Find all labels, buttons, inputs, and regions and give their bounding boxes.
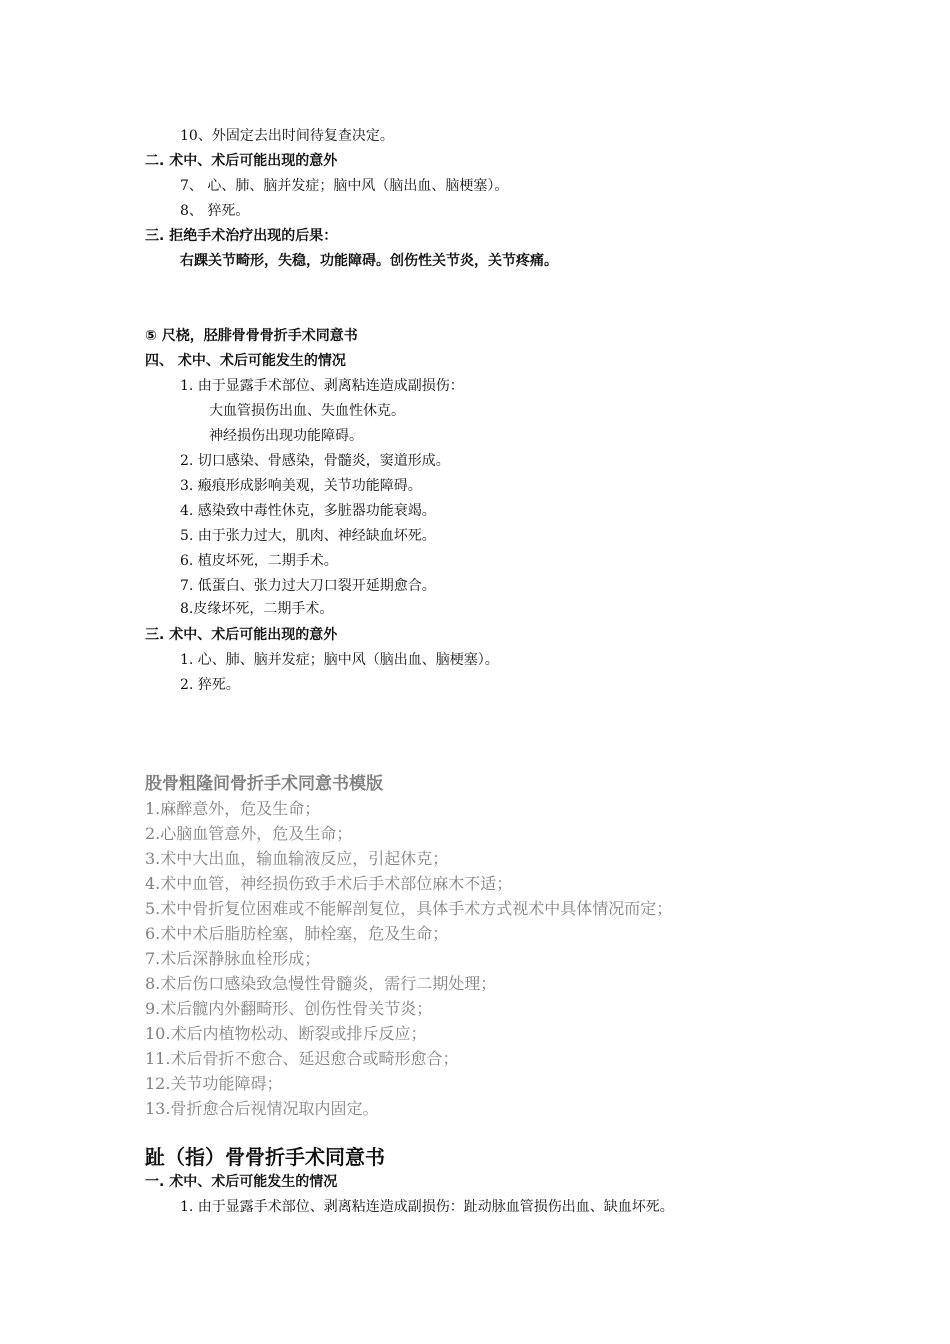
list-item: 1.麻醉意外，危及生命； — [145, 799, 321, 818]
refusal-consequence: 右踝关节畸形，失稳，功能障碍。创伤性关节炎，关节疼痛。 — [180, 253, 558, 269]
item-7: 7、 心、肺、脑并发症；脑中风（脑出血、脑梗塞）。 — [180, 178, 509, 194]
list-item: 1. 由于显露手术部位、剥离粘连造成副损伤：趾动脉血管损伤出血、缺血坏死。 — [180, 1199, 674, 1215]
list-item: 4. 感染致中毒性休克，多脏器功能衰竭。 — [180, 503, 436, 519]
list-item: 2. 猝死。 — [180, 677, 240, 693]
list-item: 7. 低蛋白、张力过大刀口裂开延期愈合。 — [180, 578, 436, 594]
list-item: 1. 心、肺、脑并发症；脑中风（脑出血、脑梗塞）。 — [180, 652, 499, 668]
heading-accidents-b: 三. 术中、术后可能出现的意外 — [145, 627, 338, 643]
list-item: 13.骨折愈合后视情况取内固定。 — [145, 1099, 379, 1118]
list-item: 9.术后髋内外翻畸形、创伤性骨关节炎； — [145, 999, 433, 1018]
list-item: 8.术后伤口感染致急慢性骨髓炎，需行二期处理； — [145, 974, 497, 993]
list-item: 8.皮缘坏死，二期手术。 — [180, 601, 334, 617]
list-item: 3. 瘢痕形成影响美观，关节功能障碍。 — [180, 478, 422, 494]
heading-possible-situations: 四、 术中、术后可能发生的情况 — [145, 353, 346, 369]
list-item: 5. 由于张力过大，肌肉、神经缺血坏死。 — [180, 528, 436, 544]
section-title-femur: 股骨粗隆间骨折手术同意书模版 — [145, 774, 383, 794]
section-title-ulna-tibia: ⑤ 尺桡，胫腓骨骨骨折手术同意书 — [145, 328, 358, 344]
list-item: 12.关节功能障碍； — [145, 1074, 283, 1093]
list-item: 大血管损伤出血、失血性休克。 — [209, 403, 405, 419]
heading-refusal: 三. 拒绝手术治疗出现的后果： — [145, 228, 338, 244]
list-item: 6.术中术后脂肪栓塞，肺栓塞，危及生命； — [145, 924, 449, 943]
list-item: 7.术后深静脉血栓形成； — [145, 949, 321, 968]
list-item: 3.术中大出血，输血输液反应，引起休克； — [145, 849, 449, 868]
heading-accidents: 二. 术中、术后可能出现的意外 — [145, 153, 338, 169]
list-item: 10.术后内植物松动、断裂或排斥反应； — [145, 1024, 427, 1043]
heading-possible-situations-d: 一. 术中、术后可能发生的情况 — [145, 1174, 338, 1190]
list-item: 11.术后骨折不愈合、延迟愈合或畸形愈合； — [145, 1049, 459, 1068]
list-item: 1. 由于显露手术部位、剥离粘连造成副损伤： — [180, 378, 464, 394]
list-item: 神经损伤出现功能障碍。 — [209, 428, 363, 444]
list-item: 6. 植皮坏死，二期手术。 — [180, 553, 338, 569]
list-item: 2.心脑血管意外，危及生命； — [145, 824, 353, 843]
list-item: 2. 切口感染、骨感染，骨髓炎，窦道形成。 — [180, 453, 450, 469]
section-title-toe: 趾（指）骨骨折手术同意书 — [145, 1145, 385, 1169]
list-item: 5.术中骨折复位困难或不能解剖复位，具体手术方式视术中具体情况而定； — [145, 899, 673, 918]
item-8: 8、 猝死。 — [180, 203, 250, 219]
list-item: 4.术中血管，神经损伤致手术后手术部位麻木不适； — [145, 874, 513, 893]
item-10: 10、外固定去出时间待复查决定。 — [180, 128, 394, 144]
